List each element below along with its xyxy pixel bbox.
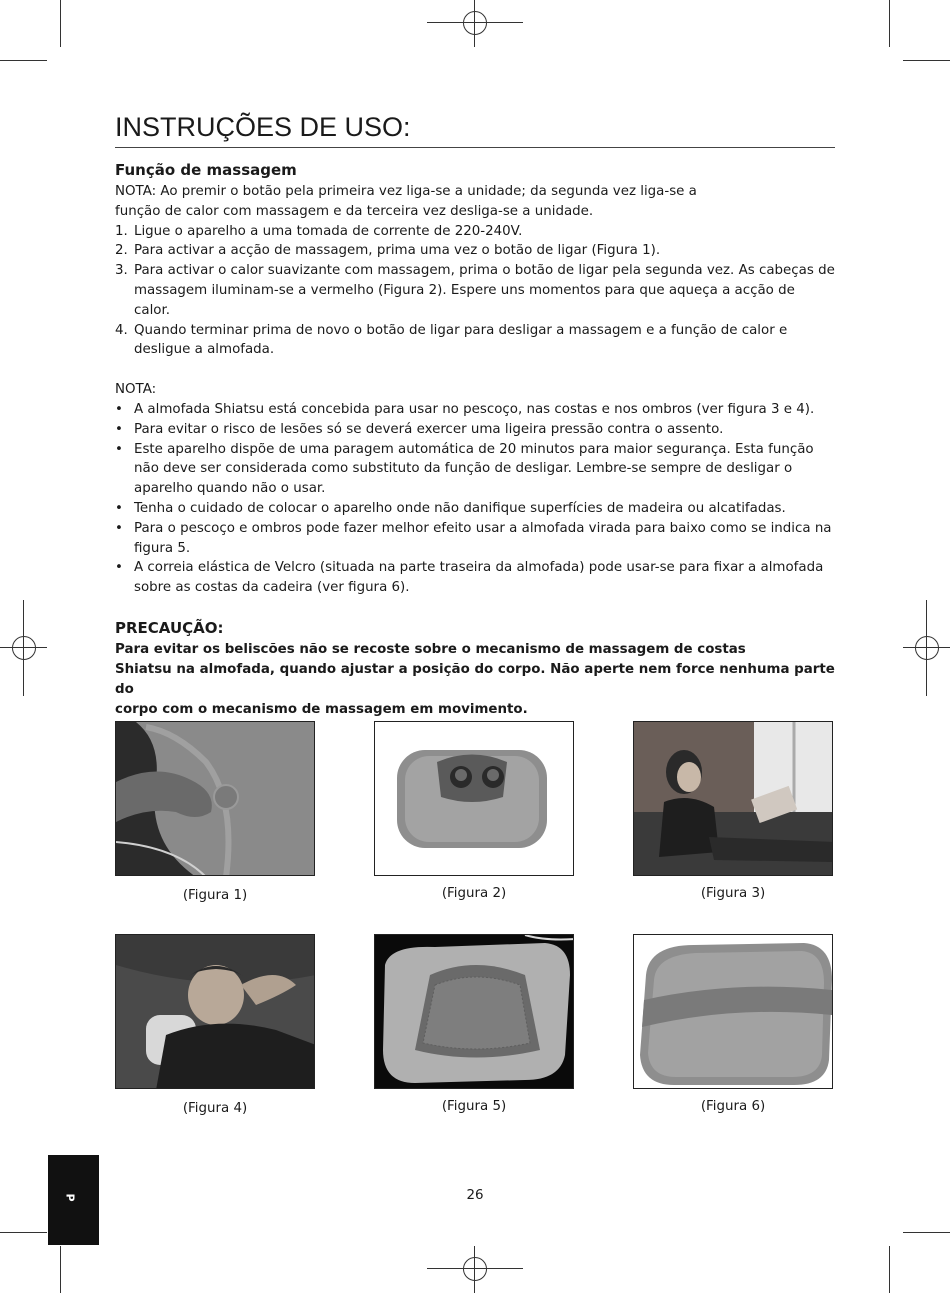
figure-6-image <box>633 934 833 1089</box>
figure-1-caption: (Figura 1) <box>182 888 248 903</box>
crop-mark <box>903 1232 950 1233</box>
list-item: • Este aparelho dispõe de uma paragem automática de 20 minutos para maior segurança. Esta função não deve ser considerada como substituto da função de desligar. Lembre-se sempre de desligar o aparelho quando não o usar. <box>115 441 814 497</box>
caution-heading: PRECAUÇÃO: <box>115 618 224 637</box>
massage-note-line-1: NOTA: Ao premir o botão pela primeira vez liga-se a unidade; da segunda vez liga-se a <box>115 184 697 199</box>
crop-mark <box>889 0 890 47</box>
figure-2-caption: (Figura 2) <box>441 886 507 901</box>
list-item: 3. Para activar o calor suavizante com massagem, prima o botão de ligar pela segunda vez. As cabeças de massagem iluminam-se a vermelho (Figura 2). Espere uns momentos para que aqueça a acção de calor. <box>115 263 835 318</box>
notes-list <box>115 400 835 598</box>
list-item: • A correia elástica de Velcro (situada na parte traseira da almofada) pode usar-se para fixar a almofada sobre as costas da cadeira (ver figura 6). <box>115 560 824 596</box>
registration-mark-top <box>427 0 523 47</box>
page-title: INSTRUÇÕES DE USO: <box>115 112 835 148</box>
language-tab: P <box>48 1155 99 1245</box>
massage-heading: Função de massagem <box>115 161 297 179</box>
figure-5-image <box>374 934 574 1089</box>
notes-label: NOTA: <box>115 382 157 398</box>
list-item: 2. Para activar a acção de massagem, prima uma vez o botão de ligar (Figura 1). <box>115 243 661 259</box>
figure-4-image <box>115 934 315 1089</box>
crop-mark <box>903 60 950 61</box>
figure-1-image <box>115 721 315 876</box>
registration-mark-bottom <box>427 1246 523 1293</box>
figure-4-caption: (Figura 4) <box>182 1101 248 1116</box>
list-item: • Tenha o cuidado de colocar o aparelho onde não danifique superfícies de madeira ou alcatifadas. <box>115 500 786 516</box>
list-item: 1. Ligue o aparelho a uma tomada de corrente de 220-240V. <box>115 223 523 239</box>
list-item: • Para o pescoço e ombros pode fazer melhor efeito usar a almofada virada para baixo como se indica na figura 5. <box>115 520 832 556</box>
figure-3-caption: (Figura 3) <box>700 886 766 901</box>
registration-mark-right <box>903 600 950 696</box>
crop-mark <box>889 1246 890 1293</box>
list-item: • Para evitar o risco de lesões só se deverá exercer uma ligeira pressão contra o assento. <box>115 421 724 437</box>
crop-mark <box>60 1246 61 1293</box>
figure-2-image <box>374 721 574 876</box>
crop-mark <box>60 0 61 47</box>
caution-text: Para evitar os beliscões não se recoste sobre o mecanismo de massagem de costas Shiatsu na almofada, quando ajustar a posição do corpo. Não aperte nem force nenhuma parte do corpo com o mecanismo de massagem em movimento. <box>115 641 835 717</box>
registration-mark-left <box>0 600 47 696</box>
page-number: 26 <box>466 1188 484 1203</box>
crop-mark <box>0 60 47 61</box>
figure-6-caption: (Figura 6) <box>700 1099 766 1114</box>
massage-note-line-2: função de calor com massagem e da terceira vez desliga-se a unidade. <box>115 203 594 219</box>
list-item: 4. Quando terminar prima de novo o botão de ligar para desligar a massagem e a função de calor e desligue a almofada. <box>115 322 788 358</box>
list-item: • A almofada Shiatsu está concebida para usar no pescoço, nas costas e nos ombros (ver figura 3 e 4). <box>115 401 815 417</box>
instructions-body <box>115 160 835 720</box>
figure-3-image <box>633 721 833 876</box>
crop-mark <box>0 1232 47 1233</box>
steps-list <box>115 222 835 361</box>
figure-5-caption: (Figura 5) <box>441 1099 507 1114</box>
